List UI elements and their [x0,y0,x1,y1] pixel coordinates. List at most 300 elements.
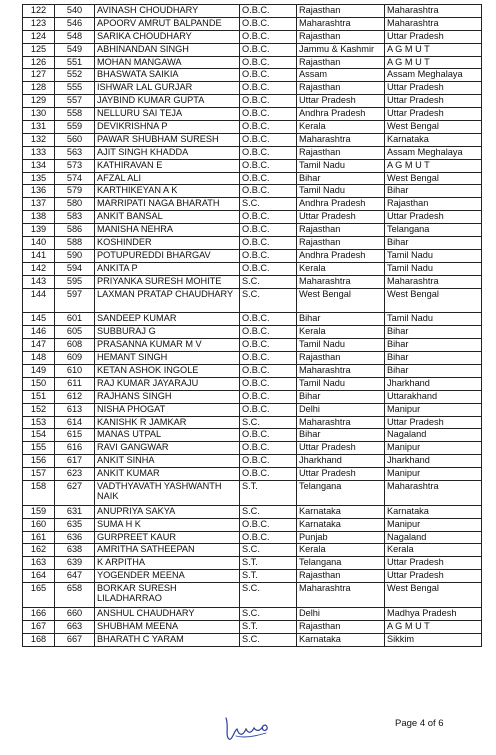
cell-cat: O.B.C. [240,390,297,403]
cell-cadre: Uttar Pradesh [385,30,482,43]
table-row [23,30,482,43]
cell-state: Rajasthan [297,56,385,69]
cell-state: Maharashtra [297,583,385,608]
cell-name: LAXMAN PRATAP CHAUDHARY [95,288,240,313]
cell-cadre: Manipur [385,518,482,531]
cell-state: Rajasthan [297,224,385,237]
cell-name: NELLURU SAI TEJA [95,108,240,121]
cell-roll: 614 [55,416,95,429]
cell-cat: O.B.C. [240,82,297,95]
cell-roll: 597 [55,288,95,313]
cell-sn: 123 [23,17,55,30]
cell-state: Uttar Pradesh [297,468,385,481]
cell-state: Maharashtra [297,133,385,146]
table-row [23,390,482,403]
cell-cadre: Bihar [385,185,482,198]
cell-state: Bihar [297,390,385,403]
table-row [23,133,482,146]
table-row [23,518,482,531]
cell-cadre: Manipur [385,468,482,481]
cell-state: Tamil Nadu [297,159,385,172]
cell-name: MANISHA NEHRA [95,224,240,237]
cell-sn: 164 [23,570,55,583]
cell-roll: 601 [55,313,95,326]
cell-name: RAVI GANGWAR [95,442,240,455]
table-row [23,288,482,313]
cell-sn: 166 [23,607,55,620]
cell-name: BHASWATA SAIKIA [95,69,240,82]
cell-roll: 548 [55,30,95,43]
cell-roll: 551 [55,56,95,69]
cell-state: Delhi [297,607,385,620]
cell-roll: 608 [55,339,95,352]
cell-name: MANAS UTPAL [95,429,240,442]
cell-cat: O.B.C. [240,146,297,159]
table-row [23,146,482,159]
cell-cat: O.B.C. [240,159,297,172]
cell-cat: O.B.C. [240,185,297,198]
cell-sn: 136 [23,185,55,198]
cell-cadre: Uttar Pradesh [385,557,482,570]
cell-state: Karnataka [297,518,385,531]
cell-name: ANUPRIYA SAKYA [95,505,240,518]
cell-roll: 586 [55,224,95,237]
cell-name: POTUPUREDDI BHARGAV [95,249,240,262]
cell-state: Kerala [297,262,385,275]
table-row [23,505,482,518]
cell-roll: 557 [55,95,95,108]
cell-sn: 168 [23,633,55,646]
cell-name: KATHIRAVAN E [95,159,240,172]
cell-state: Kerala [297,544,385,557]
cell-cadre: Nagaland [385,429,482,442]
cell-cat: S.C. [240,288,297,313]
cell-name: SANDEEP KUMAR [95,313,240,326]
table-row [23,17,482,30]
table-row [23,5,482,18]
table-row [23,326,482,339]
cell-sn: 138 [23,211,55,224]
table-row [23,249,482,262]
cell-name: ANKIT SINHA [95,455,240,468]
cell-cadre: Maharashtra [385,275,482,288]
cell-name: DEVIKRISHNA P [95,121,240,134]
cell-cat: O.B.C. [240,339,297,352]
cell-sn: 122 [23,5,55,18]
cell-cat: O.B.C. [240,313,297,326]
cell-cadre: West Bengal [385,288,482,313]
cell-cadre: West Bengal [385,172,482,185]
cell-cat: O.B.C. [240,30,297,43]
cell-roll: 636 [55,531,95,544]
cell-state: Jammu & Kashmir [297,43,385,56]
cell-cadre: West Bengal [385,583,482,608]
cell-roll: 615 [55,429,95,442]
cell-name: NISHA PHOGAT [95,403,240,416]
cell-sn: 155 [23,442,55,455]
cell-cat: O.B.C. [240,531,297,544]
cell-state: Kerala [297,121,385,134]
cell-name: BHARATH C YARAM [95,633,240,646]
cell-sn: 125 [23,43,55,56]
table-row [23,172,482,185]
cell-state: Rajasthan [297,352,385,365]
cell-name: ANKITA P [95,262,240,275]
cell-roll: 574 [55,172,95,185]
table-body [23,5,482,647]
cell-cadre: A G M U T [385,620,482,633]
cell-state: Jharkhand [297,455,385,468]
cell-roll: 660 [55,607,95,620]
cell-state: Uttar Pradesh [297,211,385,224]
cell-cadre: West Bengal [385,121,482,134]
table-row [23,224,482,237]
cell-name: ISHWAR LAL GURJAR [95,82,240,95]
cell-state: Rajasthan [297,237,385,250]
cell-state: Uttar Pradesh [297,442,385,455]
cell-sn: 131 [23,121,55,134]
cell-sn: 134 [23,159,55,172]
cell-cat: S.T. [240,570,297,583]
cell-roll: 639 [55,557,95,570]
cell-name: YOGENDER MEENA [95,570,240,583]
cell-state: Maharashtra [297,17,385,30]
cell-cat: O.B.C. [240,5,297,18]
table-row [23,108,482,121]
cell-sn: 158 [23,480,55,505]
cell-cadre: Bihar [385,352,482,365]
cell-sn: 145 [23,313,55,326]
cell-sn: 162 [23,544,55,557]
cell-name: K ARPITHA [95,557,240,570]
table-row [23,531,482,544]
cell-sn: 135 [23,172,55,185]
cell-cat: S.C. [240,198,297,211]
table-row [23,480,482,505]
cell-cat: O.B.C. [240,518,297,531]
cell-roll: 579 [55,185,95,198]
cell-cat: O.B.C. [240,17,297,30]
cell-roll: 627 [55,480,95,505]
cell-cat: S.T. [240,480,297,505]
cell-sn: 165 [23,583,55,608]
cell-cadre: Uttarakhand [385,390,482,403]
cell-cadre: Manipur [385,403,482,416]
cell-sn: 161 [23,531,55,544]
cell-roll: 580 [55,198,95,211]
cell-sn: 146 [23,326,55,339]
cell-sn: 126 [23,56,55,69]
cell-roll: 590 [55,249,95,262]
cell-name: ANSHUL CHAUDHARY [95,607,240,620]
cell-name: AMRITHA SATHEEPAN [95,544,240,557]
cell-cadre: Uttar Pradesh [385,108,482,121]
cell-roll: 609 [55,352,95,365]
cell-cat: O.B.C. [240,237,297,250]
table-row [23,377,482,390]
cell-cat: O.B.C. [240,262,297,275]
cell-sn: 128 [23,82,55,95]
cell-cadre: Madhya Pradesh [385,607,482,620]
cell-cadre: Maharashtra [385,17,482,30]
cell-name: ANKIT KUMAR [95,468,240,481]
cell-sn: 140 [23,237,55,250]
cell-state: Telangana [297,480,385,505]
cell-state: Andhra Pradesh [297,249,385,262]
cell-cat: O.B.C. [240,352,297,365]
cell-sn: 130 [23,108,55,121]
cell-roll: 546 [55,17,95,30]
table-row [23,352,482,365]
cell-cat: O.B.C. [240,249,297,262]
cell-sn: 137 [23,198,55,211]
cell-roll: 540 [55,5,95,18]
cell-name: JAYBIND KUMAR GUPTA [95,95,240,108]
cell-cat: O.B.C. [240,429,297,442]
cell-cadre: Jharkhand [385,455,482,468]
table-row [23,198,482,211]
cell-cadre: Uttar Pradesh [385,95,482,108]
cell-cadre: Karnataka [385,505,482,518]
cell-cat: O.B.C. [240,468,297,481]
cell-sn: 152 [23,403,55,416]
cell-state: Andhra Pradesh [297,198,385,211]
table-row [23,429,482,442]
cell-state: Rajasthan [297,570,385,583]
cell-state: Delhi [297,403,385,416]
cell-cadre: Assam Meghalaya [385,69,482,82]
cell-sn: 133 [23,146,55,159]
cell-sn: 127 [23,69,55,82]
cell-sn: 148 [23,352,55,365]
cell-name: KANISHK R JAMKAR [95,416,240,429]
cell-state: Telangana [297,557,385,570]
cell-name: APOORV AMRUT BALPANDE [95,17,240,30]
cell-cat: O.B.C. [240,224,297,237]
cell-cat: O.B.C. [240,121,297,134]
cell-name: AVINASH CHOUDHARY [95,5,240,18]
cell-cadre: Uttar Pradesh [385,570,482,583]
cell-roll: 623 [55,468,95,481]
cell-roll: 667 [55,633,95,646]
cell-sn: 141 [23,249,55,262]
cell-state: Rajasthan [297,620,385,633]
table-row [23,620,482,633]
table-row [23,159,482,172]
cell-cat: O.B.C. [240,442,297,455]
cell-cat: O.B.C. [240,455,297,468]
cell-sn: 156 [23,455,55,468]
cell-cadre: Kerala [385,544,482,557]
cell-name: RAJ KUMAR JAYARAJU [95,377,240,390]
cell-cadre: Uttar Pradesh [385,211,482,224]
cell-cadre: A G M U T [385,43,482,56]
cell-cat: O.B.C. [240,108,297,121]
cell-state: Kerala [297,326,385,339]
cell-state: Assam [297,69,385,82]
cell-roll: 616 [55,442,95,455]
cell-roll: 555 [55,82,95,95]
cell-cadre: A G M U T [385,159,482,172]
cell-sn: 159 [23,505,55,518]
cell-cat: O.B.C. [240,95,297,108]
table-row [23,313,482,326]
cell-name: SARIKA CHOUDHARY [95,30,240,43]
cell-name: HEMANT SINGH [95,352,240,365]
cell-cat: O.B.C. [240,43,297,56]
cell-cadre: Uttar Pradesh [385,416,482,429]
cell-sn: 149 [23,364,55,377]
cell-state: Maharashtra [297,416,385,429]
table-row [23,211,482,224]
cell-roll: 663 [55,620,95,633]
table-row [23,364,482,377]
cell-cat: O.B.C. [240,211,297,224]
table-row [23,82,482,95]
table-row [23,262,482,275]
table-row [23,185,482,198]
cell-name: SHUBHAM MEENA [95,620,240,633]
cell-cadre: Maharashtra [385,5,482,18]
cell-name: MOHAN MANGAWA [95,56,240,69]
table-row [23,557,482,570]
table-row [23,339,482,352]
cell-cadre: Nagaland [385,531,482,544]
cell-name: KETAN ASHOK INGOLE [95,364,240,377]
cell-roll: 558 [55,108,95,121]
table-row [23,570,482,583]
cell-roll: 549 [55,43,95,56]
cell-cat: O.B.C. [240,377,297,390]
table-row [23,43,482,56]
allocation-table [22,4,482,647]
table-row [23,442,482,455]
cell-state: Tamil Nadu [297,185,385,198]
table-row [23,455,482,468]
cell-name: PRIYANKA SURESH MOHITE [95,275,240,288]
cell-state: Uttar Pradesh [297,95,385,108]
cell-cat: O.B.C. [240,56,297,69]
cell-name: SUBBURAJ G [95,326,240,339]
cell-cadre: Tamil Nadu [385,262,482,275]
cell-state: Punjab [297,531,385,544]
cell-sn: 132 [23,133,55,146]
cell-sn: 151 [23,390,55,403]
table-row [23,607,482,620]
cell-cadre: Bihar [385,339,482,352]
cell-sn: 139 [23,224,55,237]
cell-sn: 124 [23,30,55,43]
cell-cat: O.B.C. [240,364,297,377]
cell-cadre: Sikkim [385,633,482,646]
cell-state: Rajasthan [297,146,385,159]
table-row [23,56,482,69]
cell-cadre: Jharkhand [385,377,482,390]
cell-state: Tamil Nadu [297,339,385,352]
table-row [23,583,482,608]
cell-cat: O.B.C. [240,133,297,146]
table-row [23,121,482,134]
cell-roll: 605 [55,326,95,339]
cell-state: Maharashtra [297,364,385,377]
cell-roll: 638 [55,544,95,557]
cell-name: VADTHYAVATH YASHWANTH NAIK [95,480,240,505]
cell-sn: 150 [23,377,55,390]
cell-sn: 147 [23,339,55,352]
cell-cat: O.B.C. [240,69,297,82]
cell-state: Rajasthan [297,5,385,18]
cell-roll: 612 [55,390,95,403]
cell-cadre: Uttar Pradesh [385,82,482,95]
cell-name: AFZAL ALI [95,172,240,185]
cell-roll: 610 [55,364,95,377]
cell-state: Tamil Nadu [297,377,385,390]
cell-cadre: Telangana [385,224,482,237]
cell-state: Bihar [297,172,385,185]
cell-sn: 129 [23,95,55,108]
cell-state: Maharashtra [297,275,385,288]
cell-sn: 154 [23,429,55,442]
cell-roll: 563 [55,146,95,159]
cell-cat: S.C. [240,505,297,518]
cell-name: AJIT SINGH KHADDA [95,146,240,159]
cell-cat: O.B.C. [240,403,297,416]
table-row [23,95,482,108]
cell-state: Bihar [297,313,385,326]
cell-state: Karnataka [297,505,385,518]
cell-roll: 631 [55,505,95,518]
cell-state: Bihar [297,429,385,442]
cell-cadre: Bihar [385,237,482,250]
cell-cadre: Bihar [385,326,482,339]
cell-state: Karnataka [297,633,385,646]
cell-cadre: Maharashtra [385,480,482,505]
table-row [23,416,482,429]
cell-state: Rajasthan [297,30,385,43]
cell-roll: 617 [55,455,95,468]
cell-sn: 160 [23,518,55,531]
cell-cadre: Rajasthan [385,198,482,211]
cell-name: PAWAR SHUBHAM SURESH [95,133,240,146]
table-row [23,544,482,557]
cell-roll: 658 [55,583,95,608]
cell-roll: 583 [55,211,95,224]
cell-sn: 144 [23,288,55,313]
cell-roll: 588 [55,237,95,250]
cell-name: BORKAR SURESH LILADHARRAO [95,583,240,608]
cell-roll: 613 [55,403,95,416]
cell-roll: 595 [55,275,95,288]
table-row [23,69,482,82]
cell-cadre: A G M U T [385,56,482,69]
cell-state: Rajasthan [297,82,385,95]
cell-roll: 552 [55,69,95,82]
cell-roll: 559 [55,121,95,134]
cell-cadre: Tamil Nadu [385,249,482,262]
cell-name: ABHINANDAN SINGH [95,43,240,56]
cell-roll: 573 [55,159,95,172]
table-row [23,237,482,250]
cell-sn: 163 [23,557,55,570]
cell-cat: S.T. [240,557,297,570]
cell-name: KARTHIKEYAN A K [95,185,240,198]
page-number: Page 4 of 6 [395,718,444,729]
cell-cat: S.C. [240,633,297,646]
table-row [23,633,482,646]
cell-roll: 635 [55,518,95,531]
cell-state: West Bengal [297,288,385,313]
cell-cat: S.C. [240,583,297,608]
